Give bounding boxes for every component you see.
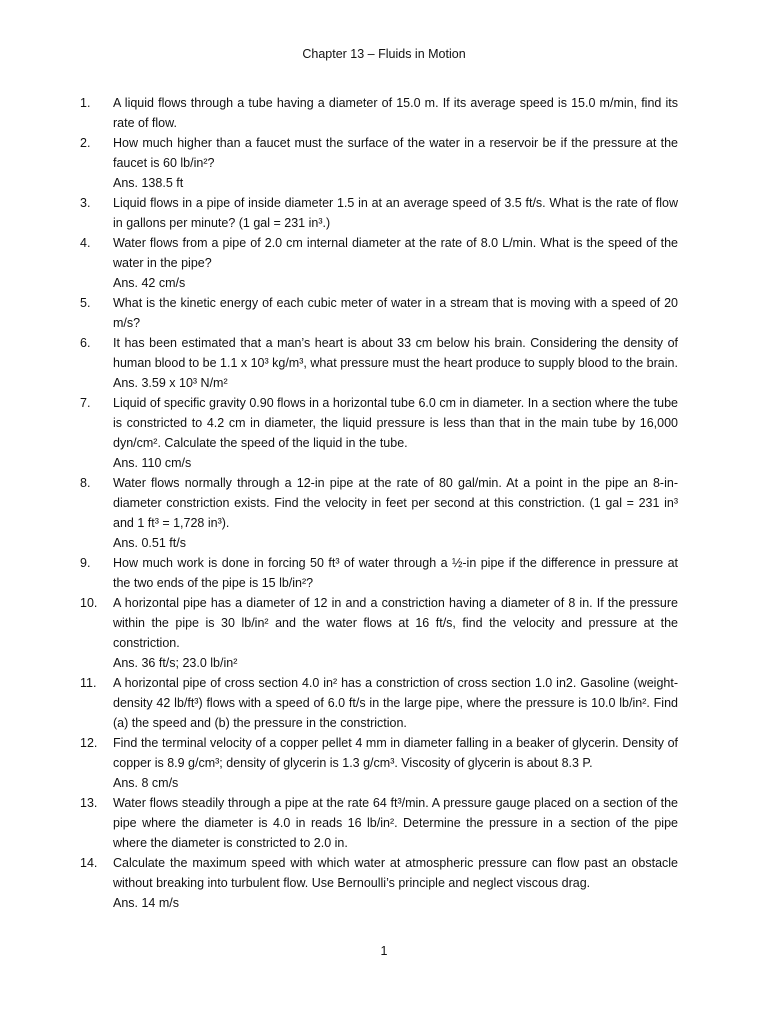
question-number: 11. xyxy=(80,676,97,690)
answer-text: Ans. 0.51 ft/s xyxy=(113,536,186,550)
question-item xyxy=(80,133,678,193)
question-text: A liquid flows through a tube having a diameter of 15.0 m. If its average speed is 15.0 m/min, find its rate of flow. xyxy=(113,96,678,130)
question-number: 3. xyxy=(80,196,91,210)
question-item xyxy=(80,593,678,673)
answer-text: Ans. 138.5 ft xyxy=(113,176,184,190)
question-item xyxy=(80,193,678,233)
page-number: 1 xyxy=(380,944,388,958)
question-number: 12. xyxy=(80,736,98,750)
page-title: Chapter 13 – Fluids in Motion xyxy=(302,47,466,61)
question-text: Liquid flows in a pipe of inside diameter 1.5 in at an average speed of 3.5 ft/s. What is the rate of flow in gallons per minute? (1 gal = 231 in³.) xyxy=(113,196,678,230)
question-number: 9. xyxy=(80,556,91,570)
question-item xyxy=(80,473,678,553)
question-item xyxy=(80,733,678,793)
answer-text: Ans. 36 ft/s; 23.0 lb/in² xyxy=(113,656,238,670)
answer-text: Ans. 42 cm/s xyxy=(113,276,186,290)
question-number: 1. xyxy=(80,96,91,110)
question-item xyxy=(80,233,678,293)
question-number: 4. xyxy=(80,236,91,250)
question-text: Water flows normally through a 12-in pipe at the rate of 80 gal/min. At a point in the pipe an 8-in-diameter constriction exists. Find the velocity in feet per second at this constriction. (1 gal = 231 in³ and 1 ft³ = 1,728 in³). xyxy=(113,476,678,530)
question-number: 10. xyxy=(80,596,98,610)
question-number: 8. xyxy=(80,476,91,490)
question-text: How much higher than a faucet must the surface of the water in a reservoir be if the pressure at the faucet is 60 lb/in²? xyxy=(113,136,678,170)
question-item xyxy=(80,333,678,393)
question-number: 7. xyxy=(80,396,91,410)
answer-text: Ans. 3.59 x 10³ N/m² xyxy=(113,376,228,390)
question-list xyxy=(80,93,678,913)
question-text: Water flows steadily through a pipe at the rate 64 ft³/min. A pressure gauge placed on a section of the pipe where the diameter is 4.0 in reads 16 lb/in². Determine the pressure in a section of the pipe where the diameter is constricted to 2.0 in. xyxy=(113,796,678,850)
question-text: Liquid of specific gravity 0.90 flows in a horizontal tube 6.0 cm in diameter. In a section where the tube is constricted to 4.2 cm in diameter, the liquid pressure is less than that in the main tube by 16,000 dyn/cm². Calculate the speed of the liquid in the tube. xyxy=(113,396,678,450)
question-item xyxy=(80,293,678,333)
question-item xyxy=(80,553,678,593)
question-number: 5. xyxy=(80,296,91,310)
question-item xyxy=(80,393,678,473)
question-text: Find the terminal velocity of a copper pellet 4 mm in diameter falling in a beaker of glycerin. Density of copper is 8.9 g/cm³; density of glycerin is 1.3 g/cm³. Viscosity of glycerin is about 8.3 P. xyxy=(113,736,678,770)
question-number: 14. xyxy=(80,856,98,870)
question-item xyxy=(80,673,678,733)
answer-text: Ans. 8 cm/s xyxy=(113,776,179,790)
question-item xyxy=(80,853,678,913)
question-number: 6. xyxy=(80,336,91,350)
answer-text: Ans. 110 cm/s xyxy=(113,456,192,470)
question-text: What is the kinetic energy of each cubic meter of water in a stream that is moving with a speed of 20 m/s? xyxy=(113,296,678,330)
question-number: 2. xyxy=(80,136,91,150)
question-text: Water flows from a pipe of 2.0 cm internal diameter at the rate of 8.0 L/min. What is the speed of the water in the pipe? xyxy=(113,236,678,270)
question-text: It has been estimated that a man’s heart is about 33 cm below his brain. Considering the density of human blood to be 1.1 x 10³ kg/m³, what pressure must the heart produce to supply blood to the brain. xyxy=(113,336,678,370)
question-item xyxy=(80,793,678,853)
question-text: A horizontal pipe of cross section 4.0 in² has a constriction of cross section 1.0 in2. Gasoline (weight-density 42 lb/ft³) flows with a speed of 6.0 ft/s in the large pipe, where the pressure is 10.0 lb/in². Find (a) the speed and (b) the pressure in the constriction. xyxy=(113,676,678,730)
question-number: 13. xyxy=(80,796,98,810)
question-item xyxy=(80,93,678,133)
question-text: Calculate the maximum speed with which water at atmospheric pressure can flow past an obstacle without breaking into turbulent flow. Use Bernoulli’s principle and neglect viscous drag. xyxy=(113,856,678,890)
question-text: A horizontal pipe has a diameter of 12 in and a constriction having a diameter of 8 in. If the pressure within the pipe is 30 lb/in² and the water flows at 16 ft/s, find the velocity and pressure at the constriction. xyxy=(113,596,678,650)
question-text: How much work is done in forcing 50 ft³ of water through a ½-in pipe if the difference in pressure at the two ends of the pipe is 15 lb/in²? xyxy=(113,556,678,590)
answer-text: Ans. 14 m/s xyxy=(113,896,179,910)
